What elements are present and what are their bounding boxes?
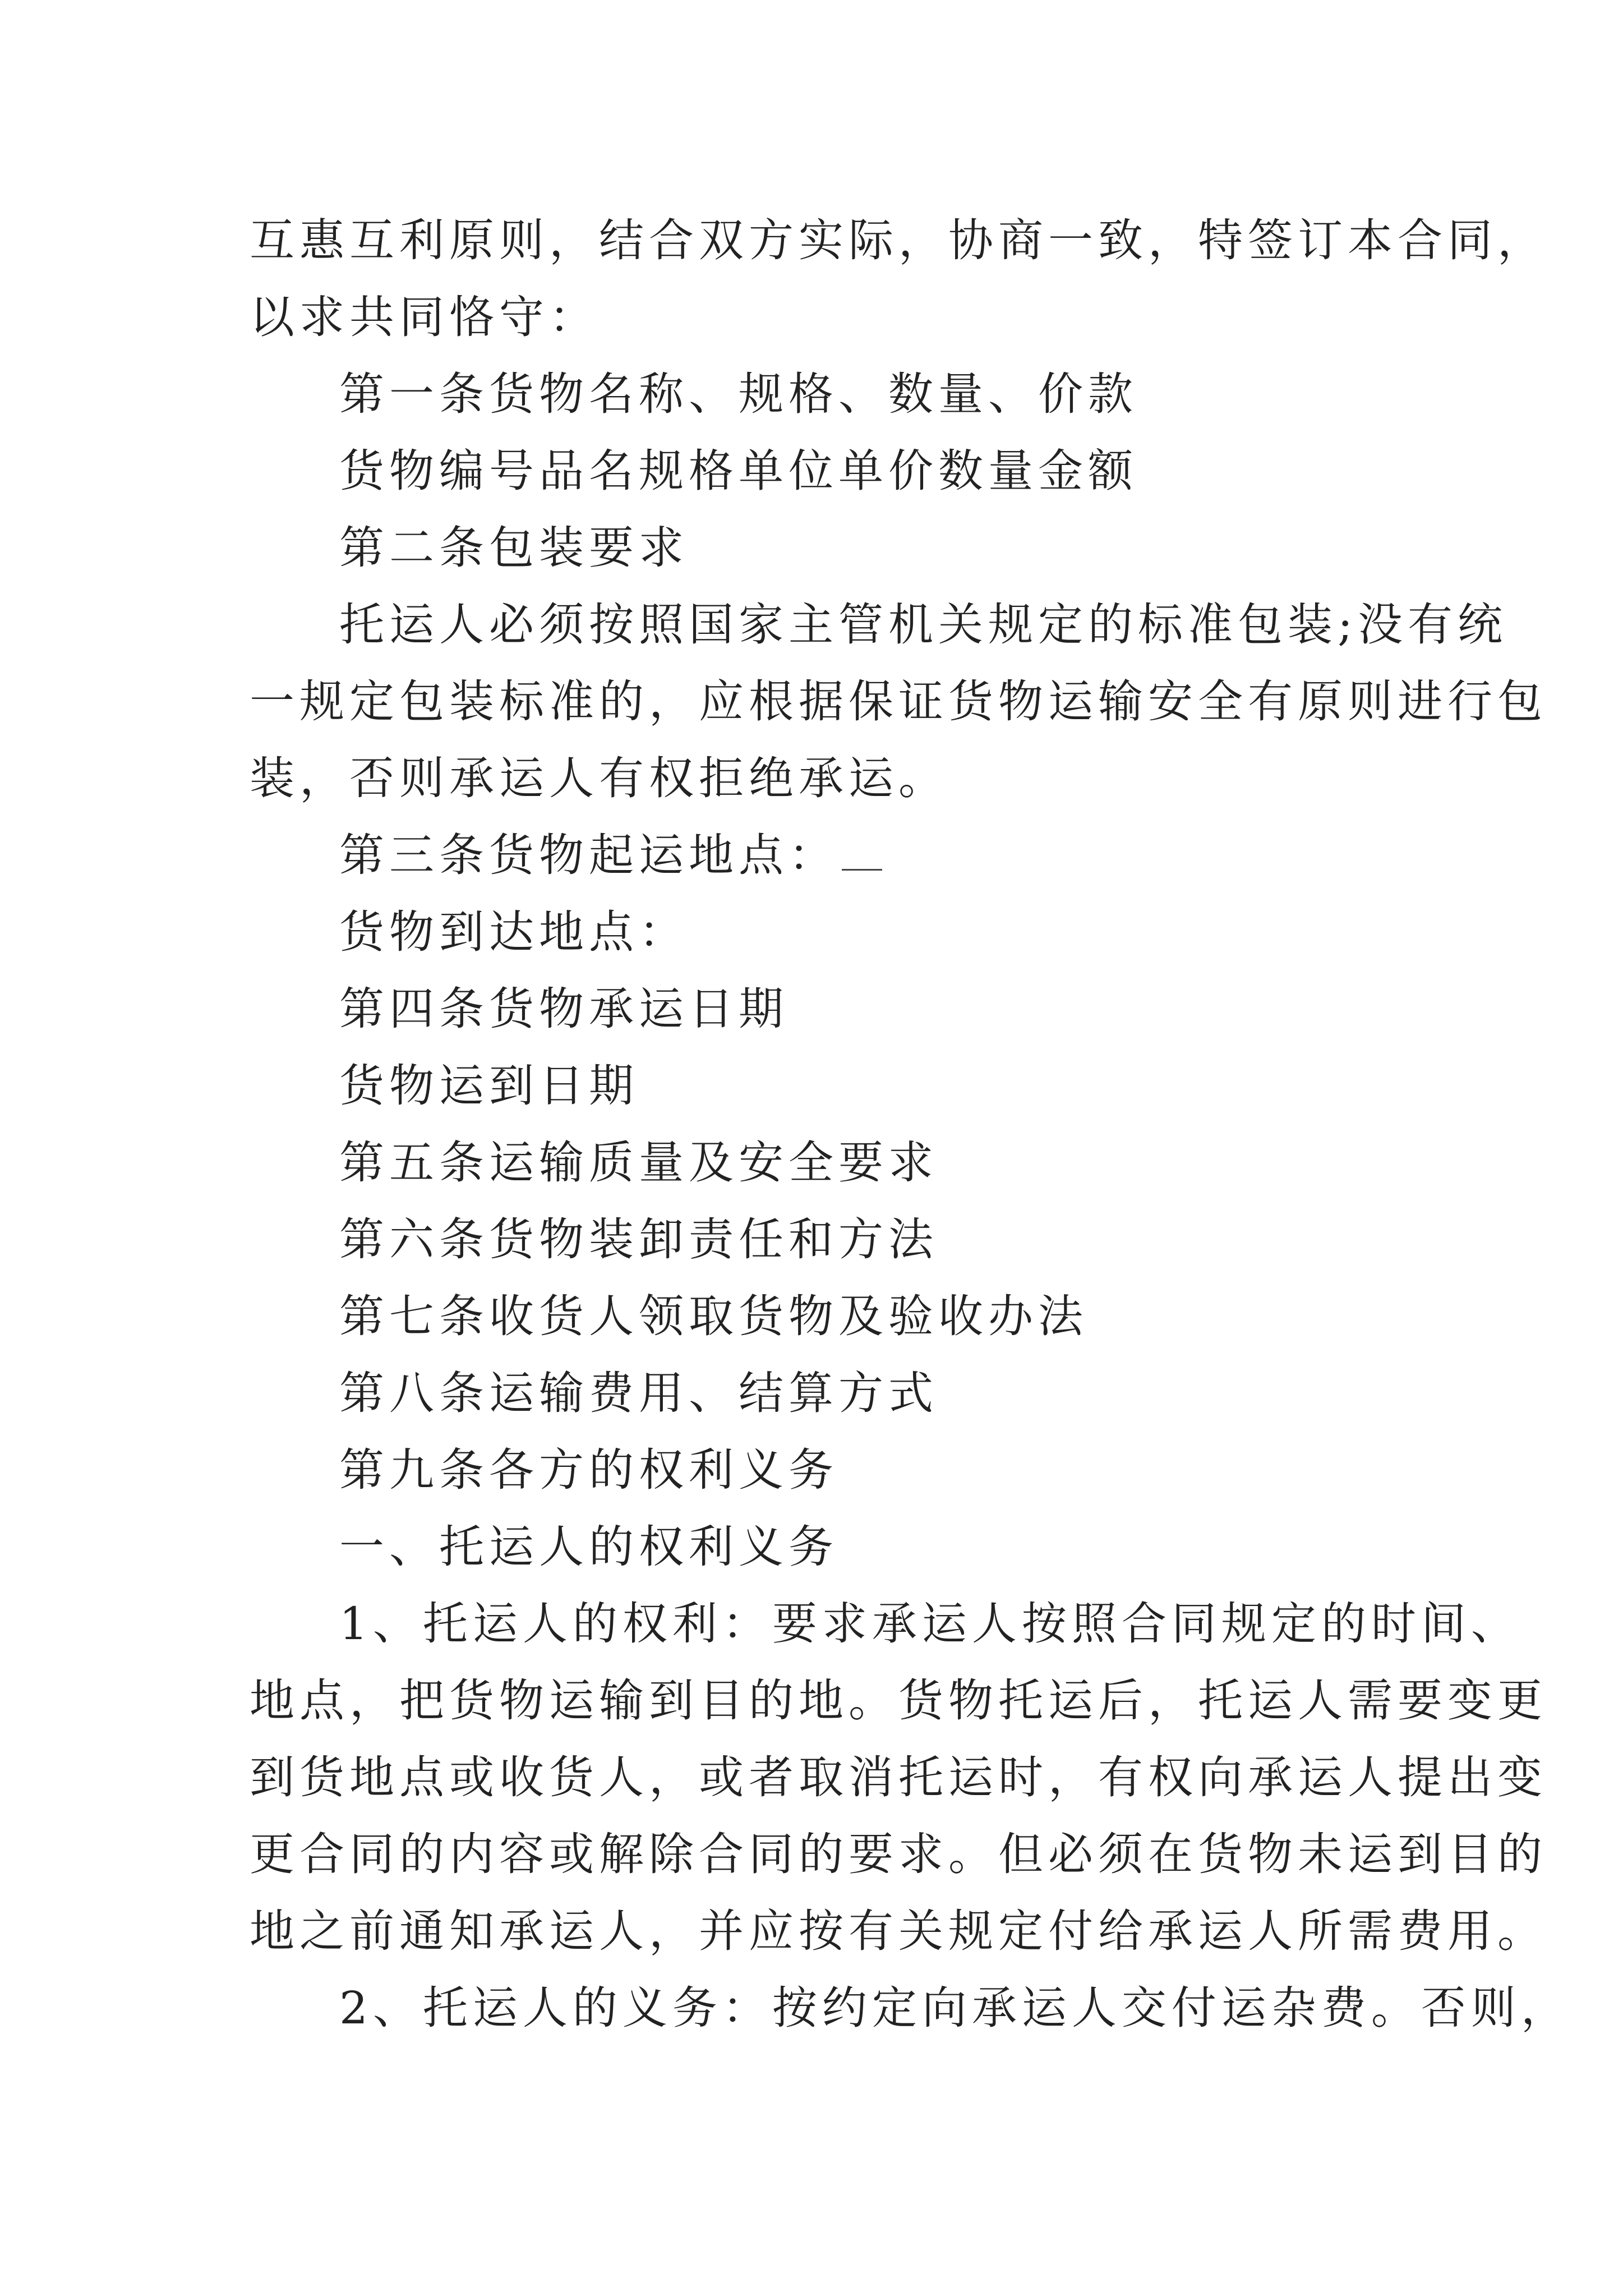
- paragraph-line: 地之前通知承运人，并应按有关规定付给承运人所需费用。: [250, 1905, 1547, 1957]
- article-5-heading: 第五条运输质量及安全要求: [339, 1137, 938, 1189]
- article-3-heading: [250, 817, 1382, 894]
- article-8-heading: 第八条运输费用、结算方式: [339, 1367, 938, 1419]
- paragraph-line: 互惠互利原则，结合双方实际，协商一致，特签订本合同，: [250, 214, 1547, 266]
- paragraph-line: 1、托运人的权利：要求承运人按照合同规定的时间、: [339, 1598, 1521, 1650]
- paragraph-line: 2、托运人的义务：按约定向承运人交付运杂费。否则，: [339, 1982, 1571, 2034]
- article-2-heading: 第二条包装要求: [339, 522, 689, 574]
- arrival-date-line: 货物运到日期: [339, 1060, 639, 1112]
- paragraph-line: 托运人必须按照国家主管机关规定的标准包装;没有统: [339, 599, 1507, 651]
- origin-blank: [842, 829, 882, 871]
- section-1-heading: 一、托运人的权利义务: [339, 1521, 838, 1573]
- article-1-heading: 第一条货物名称、规格、数量、价款: [339, 368, 1138, 420]
- document-body: [250, 202, 1571, 2046]
- paragraph-line: 到货地点或收货人，或者取消托运时，有权向承运人提出变: [250, 1751, 1547, 1803]
- goods-table-header: 货物编号品名规格单位单价数量金额: [339, 445, 1138, 497]
- paragraph-line: 装，否则承运人有权拒绝承运。: [250, 752, 948, 804]
- paragraph-line: 以求共同恪守：: [250, 291, 599, 343]
- article-9-heading: 第九条各方的权利义务: [339, 1444, 838, 1496]
- destination-line: 货物到达地点：: [339, 906, 689, 958]
- paragraph-line: 更合同的内容或解除合同的要求。但必须在货物未运到目的: [250, 1828, 1547, 1880]
- paragraph-line: 一规定包装标准的，应根据保证货物运输安全有原则进行包: [250, 675, 1547, 728]
- article-3-label: 第三条货物起运地点：: [339, 829, 838, 881]
- article-7-heading: 第七条收货人领取货物及验收办法: [339, 1290, 1088, 1342]
- paragraph-line: 地点，把货物运输到目的地。货物托运后，托运人需要变更: [250, 1674, 1547, 1727]
- article-6-heading: 第六条货物装卸责任和方法: [339, 1213, 938, 1266]
- article-4-heading: 第四条货物承运日期: [339, 983, 789, 1035]
